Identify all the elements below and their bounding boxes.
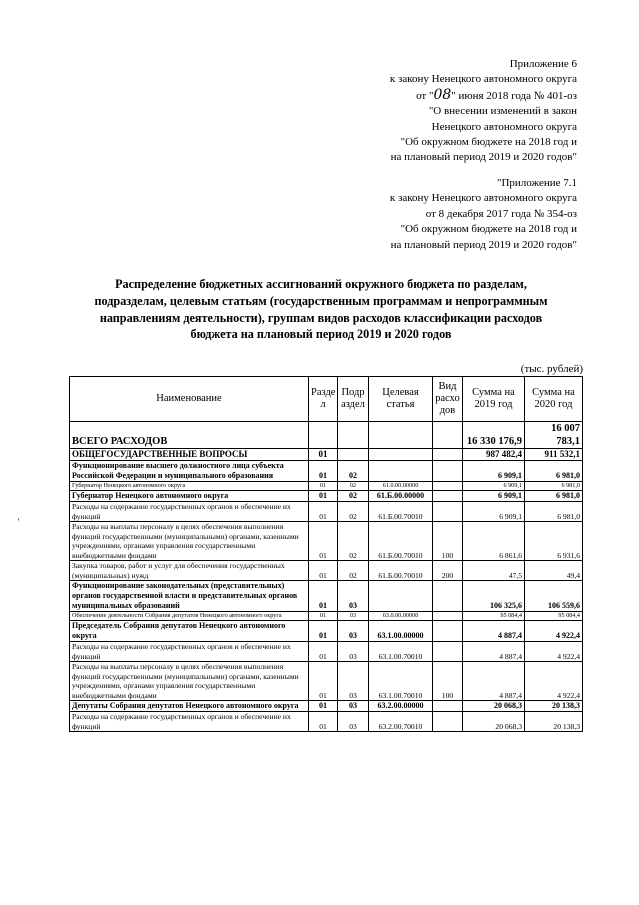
row-subsection: 02: [338, 482, 369, 491]
row-name: Расходы на выплаты персоналу в целях обеспечения выполнения функций государственными (муниципальными) органами, казенными учреждениями, органами управления государственными внебюджетными фондами: [70, 522, 309, 561]
title-line2: подразделам, целевым статьям (государственным программам и непрограммным: [94, 293, 548, 308]
row-sum-2020: 4 922,4: [525, 642, 583, 662]
row-subsection: [338, 422, 369, 449]
col-header-2020: Сумма на 2020 год: [525, 377, 583, 422]
col-header-section: Разде л: [309, 377, 338, 422]
law-date-prefix: от ": [416, 89, 434, 102]
table-row: [70, 491, 583, 502]
margin-mark: ‘: [17, 517, 21, 528]
row-sum-2019: 6 861,6: [463, 522, 525, 561]
col-header-subsection: Подр аздел: [338, 377, 369, 422]
row-subsection: 03: [338, 712, 369, 732]
row-section: 01: [309, 449, 338, 461]
row-target: 63.1.00.00000: [369, 621, 433, 642]
row-section: 01: [309, 482, 338, 491]
law-name-line1: "О внесении изменений в закон: [428, 105, 577, 118]
row-subsection: 03: [338, 581, 369, 612]
row-section: 01: [309, 712, 338, 732]
row-subsection: 02: [338, 491, 369, 502]
row-subsection: 03: [338, 662, 369, 701]
row-kind: [433, 502, 463, 522]
row-name: Расходы на содержание государственных органов и обеспечение их функций: [70, 642, 309, 662]
row-kind: [433, 642, 463, 662]
row-sum-2019: 20 068,3: [463, 701, 525, 712]
row-sum-2019: 6 909,1: [463, 491, 525, 502]
row-name: Губернатор Ненецкого автономного округа: [70, 491, 309, 502]
law-name-line2: Ненецкого автономного округа: [431, 120, 577, 133]
row-sum-2019: 6 909,1: [463, 502, 525, 522]
row-section: 01: [309, 612, 338, 621]
row-sum-2020: 6 931,6: [525, 522, 583, 561]
original-appendix-header: [390, 176, 577, 253]
col-header-name: Наименование: [70, 377, 309, 422]
row-kind: [433, 449, 463, 461]
row-target: 63.0.00.00000: [369, 612, 433, 621]
row-name: Закупка товаров, работ и услуг для обеспечения государственных (муниципальных) нужд: [70, 561, 309, 581]
col-header-target: Целевая статья: [369, 377, 433, 422]
table-row: [70, 482, 583, 491]
row-subsection: 03: [338, 612, 369, 621]
row-kind: [433, 612, 463, 621]
table-header-row: [70, 377, 583, 422]
row-section: [309, 422, 338, 449]
row-target: 61.Б.00.00000: [369, 491, 433, 502]
orig-law-reference: к закону Ненецкого автономного округа: [389, 192, 577, 205]
units-label: (тыс. рублей): [520, 363, 583, 375]
row-target: [369, 581, 433, 612]
col-header-kind: Вид расхо дов: [433, 377, 463, 422]
row-target: 61.Б.00.70010: [369, 522, 433, 561]
row-sum-2019: 47,5: [463, 561, 525, 581]
orig-law-name-line2: на плановый период 2019 и 2020 годов": [390, 238, 577, 251]
row-sum-2019: 4 887,4: [463, 642, 525, 662]
table-row: [70, 642, 583, 662]
table-row: [70, 522, 583, 561]
orig-appendix-title: "Приложение 7.1: [496, 177, 577, 189]
row-sum-2019: 4 887,4: [463, 621, 525, 642]
row-target: [369, 449, 433, 461]
row-sum-2019: 95 084,4: [463, 612, 525, 621]
table-row: [70, 612, 583, 621]
row-subsection: 02: [338, 461, 369, 482]
row-subsection: 02: [338, 522, 369, 561]
row-name: Обеспечение деятельности Собрания депутатов Ненецкого автономного округа: [70, 612, 309, 621]
row-kind: [433, 712, 463, 732]
col-header-2019: Сумма на 2019 год: [463, 377, 525, 422]
row-sum-2020: 4 922,4: [525, 662, 583, 701]
row-name: ВСЕГО РАСХОДОВ: [70, 422, 309, 449]
row-target: 63.2.00.70010: [369, 712, 433, 732]
row-kind: [433, 621, 463, 642]
table-row: [70, 461, 583, 482]
row-kind: 100: [433, 662, 463, 701]
table-row: [70, 712, 583, 732]
table-row: [70, 581, 583, 612]
row-name: ОБЩЕГОСУДАРСТВЕННЫЕ ВОПРОСЫ: [70, 449, 309, 461]
title-line3: направлениям деятельности), группам видов расходов классификации расходов: [99, 310, 543, 325]
row-target: [369, 422, 433, 449]
table-row: [70, 561, 583, 581]
handwritten-day: 08: [433, 86, 452, 103]
appendix-header: [390, 57, 577, 166]
row-section: 01: [309, 642, 338, 662]
row-sum-2020: 20 138,3: [525, 712, 583, 732]
row-kind: [433, 482, 463, 491]
row-target: 61.Б.00.70010: [369, 561, 433, 581]
row-name: Функционирование законодательных (представительных) органов государственной власти и представительных органов муниципальных образований: [70, 581, 309, 612]
row-sum-2020: 4 922,4: [525, 621, 583, 642]
law-reference: к закону Ненецкого автономного округа: [389, 73, 577, 86]
row-subsection: 03: [338, 642, 369, 662]
table-row: [70, 449, 583, 461]
row-sum-2019: 987 482,4: [463, 449, 525, 461]
row-sum-2020: 20 138,3: [525, 701, 583, 712]
table-row: [70, 422, 583, 449]
row-sum-2019: 6 909,1: [463, 482, 525, 491]
orig-law-date: от 8 декабря 2017 года № 354-оз: [425, 207, 577, 220]
row-sum-2019: 4 887,4: [463, 662, 525, 701]
title-line1: Распределение бюджетных ассигнований окружного бюджета по разделам,: [115, 277, 527, 291]
row-sum-2019: 6 909,1: [463, 461, 525, 482]
row-section: 01: [309, 662, 338, 701]
row-section: 01: [309, 581, 338, 612]
row-name: Губернатор Ненецкого автономного округа: [70, 482, 309, 491]
row-name: Расходы на содержание государственных органов и обеспечение их функций: [70, 712, 309, 732]
table-row: [70, 502, 583, 522]
row-sum-2020: 6 981,0: [525, 461, 583, 482]
row-sum-2019: 16 330 176,9: [463, 422, 525, 449]
row-target: [369, 461, 433, 482]
title-line4: бюджета на плановый период 2019 и 2020 годов: [190, 327, 452, 342]
row-section: 01: [309, 561, 338, 581]
row-kind: [433, 491, 463, 502]
row-subsection: 03: [338, 621, 369, 642]
row-section: 01: [309, 621, 338, 642]
document-title: [70, 276, 572, 343]
row-sum-2020: 6 981,0: [525, 491, 583, 502]
row-name: Председатель Собрания депутатов Ненецкого автономного округа: [70, 621, 309, 642]
row-kind: 200: [433, 561, 463, 581]
row-sum-2020: 6 981,0: [525, 482, 583, 491]
row-sum-2020: 6 981,0: [525, 502, 583, 522]
law-date-suffix: " июня 2018 года № 401-оз: [451, 89, 577, 102]
row-name: Функционирование высшего должностного лица субъекта Российской Федерации и муниципального образования: [70, 461, 309, 482]
table-row: [70, 662, 583, 701]
table-row: [70, 621, 583, 642]
budget-table: [69, 376, 583, 732]
row-kind: 100: [433, 522, 463, 561]
law-name-line3: "Об окружном бюджете на 2018 год и: [400, 136, 577, 149]
row-name: Расходы на содержание государственных органов и обеспечение их функций: [70, 502, 309, 522]
row-section: 01: [309, 522, 338, 561]
row-kind: [433, 422, 463, 449]
row-kind: [433, 581, 463, 612]
row-subsection: [338, 449, 369, 461]
row-section: 01: [309, 701, 338, 712]
row-kind: [433, 461, 463, 482]
orig-law-name-line1: "Об окружном бюджете на 2018 год и: [400, 223, 577, 236]
row-subsection: 03: [338, 701, 369, 712]
row-target: 63.2.00.00000: [369, 701, 433, 712]
row-sum-2020: 49,4: [525, 561, 583, 581]
row-sum-2019: 20 068,3: [463, 712, 525, 732]
row-target: 61.Б.00.70010: [369, 502, 433, 522]
row-section: 01: [309, 461, 338, 482]
row-subsection: 02: [338, 502, 369, 522]
row-sum-2020: 911 532,1: [525, 449, 583, 461]
law-name-line4: на плановый период 2019 и 2020 годов": [390, 151, 577, 164]
row-name: Расходы на выплаты персоналу в целях обеспечения выполнения функций государственными (муниципальными) органами, казенными учреждениями, органами управления государственными внебюджетными фондами: [70, 662, 309, 701]
row-target: 63.1.00.70010: [369, 642, 433, 662]
appendix-title: Приложение 6: [509, 58, 577, 70]
row-sum-2019: 106 325,6: [463, 581, 525, 612]
table-row: [70, 701, 583, 712]
row-kind: [433, 701, 463, 712]
row-section: 01: [309, 491, 338, 502]
row-target: 63.1.00.70010: [369, 662, 433, 701]
row-subsection: 02: [338, 561, 369, 581]
row-sum-2020: 106 559,6: [525, 581, 583, 612]
row-section: 01: [309, 502, 338, 522]
row-target: 61.0.00.00000: [369, 482, 433, 491]
law-date: [390, 88, 577, 104]
row-sum-2020: 95 084,4: [525, 612, 583, 621]
row-name: Депутаты Собрания депутатов Ненецкого автономного округа: [70, 701, 309, 712]
row-sum-2020: 16 007 783,1: [525, 422, 583, 449]
